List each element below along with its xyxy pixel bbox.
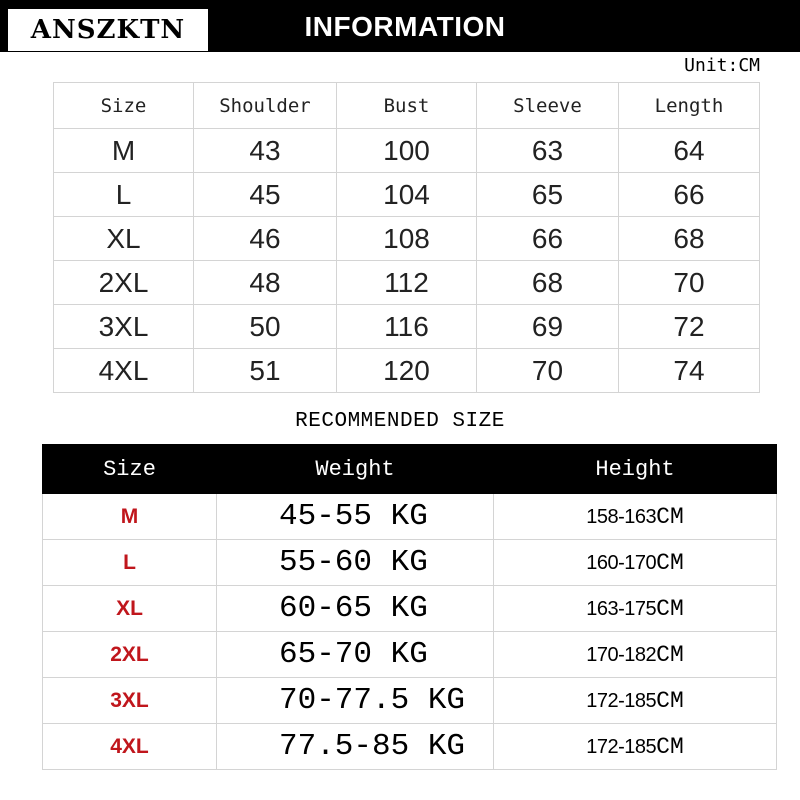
recommended-size-title: RECOMMENDED SIZE [295, 410, 505, 433]
table-row [43, 678, 777, 724]
height-cell [494, 678, 777, 724]
height-range: 172-185 [586, 689, 657, 712]
brand-logo [8, 9, 208, 51]
size-cell: M [54, 129, 194, 173]
weight-cell: 60-65 KG [217, 586, 494, 632]
size-cell: 2XL [43, 632, 217, 678]
shoulder-cell: 46 [194, 217, 337, 261]
table-row [43, 632, 777, 678]
column-header-weight: Weight [217, 445, 494, 494]
bust-cell: 104 [337, 173, 477, 217]
table-row [43, 586, 777, 632]
table-row [54, 217, 760, 261]
length-cell: 64 [619, 129, 760, 173]
sleeve-cell: 69 [477, 305, 619, 349]
height-unit: CM [656, 595, 684, 622]
height-range: 160-170 [586, 551, 657, 574]
table-row [54, 305, 760, 349]
sleeve-cell: 68 [477, 261, 619, 305]
bust-cell: 120 [337, 349, 477, 393]
weight-cell: 65-70 KG [217, 632, 494, 678]
shoulder-cell: 45 [194, 173, 337, 217]
unit-label: Unit:CM [684, 55, 760, 76]
bust-cell: 116 [337, 305, 477, 349]
sleeve-cell: 65 [477, 173, 619, 217]
page-title: INFORMATION [304, 11, 506, 42]
height-cell [494, 494, 777, 540]
size-cell: 3XL [43, 678, 217, 724]
height-cell [494, 724, 777, 770]
table-row [43, 540, 777, 586]
column-header-size: Size [43, 445, 217, 494]
height-unit: CM [656, 733, 684, 760]
size-cell: 3XL [54, 305, 194, 349]
column-header-size: Size [54, 83, 194, 129]
shoulder-cell: 43 [194, 129, 337, 173]
shoulder-cell: 48 [194, 261, 337, 305]
height-cell [494, 586, 777, 632]
table-row [43, 724, 777, 770]
column-header-shoulder: Shoulder [194, 83, 337, 129]
size-cell: L [43, 540, 217, 586]
column-header-bust: Bust [337, 83, 477, 129]
height-unit: CM [656, 687, 684, 714]
height-unit: CM [656, 503, 684, 530]
height-range: 163-175 [586, 597, 657, 620]
sleeve-cell: 63 [477, 129, 619, 173]
column-header-sleeve: Sleeve [477, 83, 619, 129]
height-unit: CM [656, 549, 684, 576]
table-row [54, 261, 760, 305]
recommended-header-row [43, 445, 777, 494]
table-row [54, 349, 760, 393]
size-cell: 2XL [54, 261, 194, 305]
bust-cell: 100 [337, 129, 477, 173]
size-chart-table [53, 82, 760, 393]
weight-cell: 55-60 KG [217, 540, 494, 586]
bust-cell: 108 [337, 217, 477, 261]
table-row [54, 173, 760, 217]
sleeve-cell: 70 [477, 349, 619, 393]
table-row [54, 129, 760, 173]
table-row [43, 494, 777, 540]
length-cell: 70 [619, 261, 760, 305]
length-cell: 72 [619, 305, 760, 349]
height-cell [494, 632, 777, 678]
size-cell: M [43, 494, 217, 540]
length-cell: 74 [619, 349, 760, 393]
shoulder-cell: 51 [194, 349, 337, 393]
sleeve-cell: 66 [477, 217, 619, 261]
size-chart-header-row [54, 83, 760, 129]
height-range: 172-185 [586, 735, 657, 758]
recommended-size-table [42, 444, 777, 770]
height-range: 158-163 [586, 505, 657, 528]
size-cell: XL [54, 217, 194, 261]
shoulder-cell: 50 [194, 305, 337, 349]
length-cell: 68 [619, 217, 760, 261]
height-range: 170-182 [586, 643, 657, 666]
weight-cell: 77.5-85 KG [217, 724, 494, 770]
weight-cell: 70-77.5 KG [217, 678, 494, 724]
size-cell: XL [43, 586, 217, 632]
brand-name: ANSZKTN [30, 15, 186, 45]
size-cell: L [54, 173, 194, 217]
column-header-height: Height [494, 445, 777, 494]
column-header-length: Length [619, 83, 760, 129]
height-cell [494, 540, 777, 586]
header-bar [0, 0, 800, 52]
bust-cell: 112 [337, 261, 477, 305]
length-cell: 66 [619, 173, 760, 217]
height-unit: CM [656, 641, 684, 668]
size-cell: 4XL [43, 724, 217, 770]
size-cell: 4XL [54, 349, 194, 393]
weight-cell: 45-55 KG [217, 494, 494, 540]
